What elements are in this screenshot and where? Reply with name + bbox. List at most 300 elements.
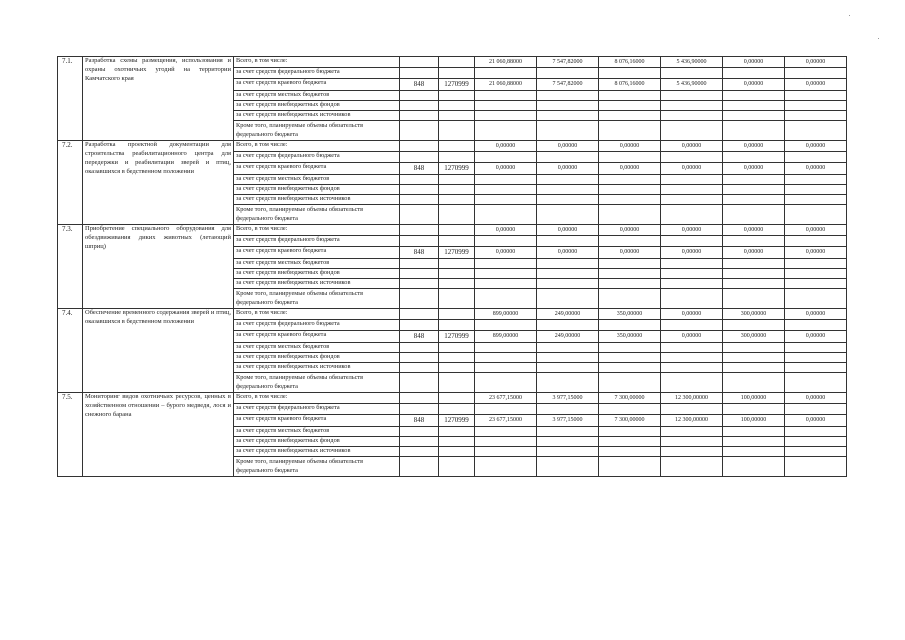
amount-cell: [599, 447, 661, 457]
amount-cell: 23 677,15000: [475, 415, 537, 427]
amount-cell: [599, 259, 661, 269]
budget-code-cell: [439, 289, 475, 309]
amount-cell: [537, 259, 599, 269]
amount-cell: 100,00000: [723, 415, 785, 427]
amount-cell: [537, 457, 599, 477]
amount-cell: [537, 195, 599, 205]
amount-cell: [537, 447, 599, 457]
amount-cell: [475, 320, 537, 331]
budget-code-cell: [439, 111, 475, 121]
table-row: [58, 393, 847, 404]
amount-cell: [723, 457, 785, 477]
amount-cell: 0,00000: [475, 247, 537, 259]
amount-cell: [599, 353, 661, 363]
amount-cell: 350,00000: [599, 309, 661, 320]
budget-code-cell: [439, 427, 475, 437]
budget-code-cell: [439, 373, 475, 393]
amount-cell: [661, 363, 723, 373]
amount-cell: [785, 437, 847, 447]
amount-cell: [785, 373, 847, 393]
amount-cell: [661, 111, 723, 121]
amount-cell: [537, 152, 599, 163]
budget-code-cell: [400, 437, 439, 447]
section-title: Разработка схемы размещения, использования и охраны охотничьих угодий на территории Камчатского края: [83, 57, 234, 141]
amount-cell: 0,00000: [661, 247, 723, 259]
budget-code-cell: [400, 373, 439, 393]
funding-source-label: за счет средств местных бюджетов: [234, 427, 400, 437]
amount-cell: [723, 353, 785, 363]
section-number: 7.3.: [58, 225, 83, 309]
budget-code-cell: [400, 269, 439, 279]
budget-code-cell: [400, 393, 439, 404]
budget-table: [57, 56, 847, 477]
budget-code-cell: [439, 363, 475, 373]
amount-cell: [537, 269, 599, 279]
amount-cell: [599, 68, 661, 79]
amount-cell: [537, 68, 599, 79]
amount-cell: 3 977,15000: [537, 415, 599, 427]
amount-cell: [723, 185, 785, 195]
amount-cell: 8 076,16000: [599, 57, 661, 68]
amount-cell: 899,00000: [475, 309, 537, 320]
funding-source-label: за счет средств федерального бюджета: [234, 320, 400, 331]
section-title: Мониторинг видов охотничьих ресурсов, ценных в хозяйственном отношении – бурого медведя, лося и снежного барана: [83, 393, 234, 477]
funding-source-label: за счет средств внебюджетных источников: [234, 111, 400, 121]
amount-cell: [723, 152, 785, 163]
amount-cell: [723, 373, 785, 393]
amount-cell: [785, 91, 847, 101]
amount-cell: [785, 205, 847, 225]
amount-cell: 5 436,90000: [661, 79, 723, 91]
funding-source-label: за счет средств внебюджетных источников: [234, 279, 400, 289]
amount-cell: [723, 205, 785, 225]
amount-cell: [475, 68, 537, 79]
amount-cell: [599, 121, 661, 141]
amount-cell: [599, 404, 661, 415]
amount-cell: [537, 289, 599, 309]
budget-code-cell: [400, 363, 439, 373]
budget-code-cell: [439, 259, 475, 269]
amount-cell: [475, 111, 537, 121]
amount-cell: [475, 373, 537, 393]
amount-cell: [599, 373, 661, 393]
budget-code-cell: [400, 205, 439, 225]
budget-code-cell: 1270999: [439, 163, 475, 175]
amount-cell: 0,00000: [475, 225, 537, 236]
amount-cell: 0,00000: [661, 163, 723, 175]
amount-cell: [537, 111, 599, 121]
amount-cell: [475, 279, 537, 289]
amount-cell: [475, 457, 537, 477]
amount-cell: 0,00000: [785, 57, 847, 68]
amount-cell: 0,00000: [599, 163, 661, 175]
amount-cell: [661, 353, 723, 363]
amount-cell: [785, 195, 847, 205]
budget-code-cell: [439, 353, 475, 363]
budget-code-cell: [400, 68, 439, 79]
section-title: Разработка проектной документации для строительства реабилитационного центра для передержки и реабилитации зверей и птиц, оказавшихся в бедственном положении: [83, 141, 234, 225]
amount-cell: [475, 437, 537, 447]
budget-code-cell: [439, 152, 475, 163]
section-number: 7.1.: [58, 57, 83, 141]
amount-cell: 0,00000: [785, 393, 847, 404]
budget-code-cell: [439, 121, 475, 141]
amount-cell: [599, 279, 661, 289]
amount-cell: [661, 185, 723, 195]
amount-cell: 21 060,88000: [475, 57, 537, 68]
funding-source-label: Кроме того, планируемые объемы обязательств федерального бюджета: [234, 205, 400, 225]
amount-cell: [475, 353, 537, 363]
amount-cell: 0,00000: [723, 57, 785, 68]
amount-cell: 7 300,00000: [599, 393, 661, 404]
funding-source-label: за счет средств внебюджетных источников: [234, 447, 400, 457]
amount-cell: [537, 185, 599, 195]
funding-source-label: Кроме того, планируемые объемы обязательств федерального бюджета: [234, 373, 400, 393]
amount-cell: [785, 320, 847, 331]
amount-cell: [723, 447, 785, 457]
budget-code-cell: [400, 279, 439, 289]
amount-cell: [661, 373, 723, 393]
funding-source-label: за счет средств федерального бюджета: [234, 152, 400, 163]
amount-cell: 0,00000: [475, 163, 537, 175]
amount-cell: [537, 175, 599, 185]
budget-code-cell: [439, 101, 475, 111]
amount-cell: [785, 175, 847, 185]
amount-cell: [475, 447, 537, 457]
amount-cell: 0,00000: [785, 415, 847, 427]
funding-source-label: за счет средств краевого бюджета: [234, 163, 400, 175]
amount-cell: [599, 205, 661, 225]
amount-cell: [475, 289, 537, 309]
amount-cell: [475, 269, 537, 279]
amount-cell: [599, 289, 661, 309]
amount-cell: 350,00000: [599, 331, 661, 343]
budget-code-cell: [400, 121, 439, 141]
amount-cell: 0,00000: [785, 141, 847, 152]
budget-code-cell: [439, 309, 475, 320]
amount-cell: 7 547,82000: [537, 79, 599, 91]
amount-cell: [475, 101, 537, 111]
budget-code-cell: 1270999: [439, 415, 475, 427]
amount-cell: [537, 236, 599, 247]
funding-source-label: Кроме того, планируемые объемы обязательств федерального бюджета: [234, 121, 400, 141]
amount-cell: [785, 121, 847, 141]
amount-cell: [475, 121, 537, 141]
budget-code-cell: [439, 185, 475, 195]
budget-code-cell: 848: [400, 415, 439, 427]
amount-cell: [599, 320, 661, 331]
amount-cell: [785, 111, 847, 121]
budget-code-cell: [400, 289, 439, 309]
funding-source-label: за счет средств внебюджетных фондов: [234, 353, 400, 363]
table-row: [58, 225, 847, 236]
amount-cell: [785, 152, 847, 163]
budget-code-cell: [400, 57, 439, 68]
table-row: [58, 309, 847, 320]
amount-cell: 0,00000: [723, 79, 785, 91]
funding-source-label: за счет средств внебюджетных источников: [234, 195, 400, 205]
amount-cell: [661, 152, 723, 163]
scan-speck: [878, 38, 879, 39]
budget-code-cell: [439, 236, 475, 247]
amount-cell: 0,00000: [723, 247, 785, 259]
amount-cell: [661, 68, 723, 79]
amount-cell: [723, 363, 785, 373]
amount-cell: [661, 121, 723, 141]
amount-cell: [723, 175, 785, 185]
funding-source-label: Всего, в том числе:: [234, 225, 400, 236]
amount-cell: [661, 289, 723, 309]
amount-cell: [537, 373, 599, 393]
amount-cell: [785, 447, 847, 457]
funding-source-label: за счет средств внебюджетных источников: [234, 363, 400, 373]
amount-cell: 0,00000: [661, 225, 723, 236]
amount-cell: [475, 427, 537, 437]
table-row: [58, 141, 847, 152]
amount-cell: [599, 101, 661, 111]
amount-cell: [661, 447, 723, 457]
amount-cell: 899,00000: [475, 331, 537, 343]
amount-cell: 3 977,15000: [537, 393, 599, 404]
budget-code-cell: [400, 101, 439, 111]
amount-cell: 0,00000: [785, 331, 847, 343]
amount-cell: [723, 236, 785, 247]
amount-cell: 0,00000: [599, 247, 661, 259]
amount-cell: 0,00000: [785, 79, 847, 91]
amount-cell: [661, 259, 723, 269]
amount-cell: [475, 195, 537, 205]
amount-cell: [475, 236, 537, 247]
section-number: 7.4.: [58, 309, 83, 393]
amount-cell: 0,00000: [723, 225, 785, 236]
amount-cell: [599, 236, 661, 247]
amount-cell: [475, 91, 537, 101]
amount-cell: [661, 457, 723, 477]
amount-cell: [599, 427, 661, 437]
budget-code-cell: [400, 185, 439, 195]
amount-cell: [723, 437, 785, 447]
amount-cell: [475, 185, 537, 195]
amount-cell: [537, 205, 599, 225]
amount-cell: [723, 404, 785, 415]
budget-code-cell: [400, 111, 439, 121]
budget-code-cell: [400, 309, 439, 320]
amount-cell: 8 076,16000: [599, 79, 661, 91]
amount-cell: [661, 427, 723, 437]
budget-code-cell: [400, 404, 439, 415]
scan-speck: [849, 15, 850, 16]
amount-cell: [661, 437, 723, 447]
amount-cell: 300,00000: [723, 331, 785, 343]
amount-cell: [537, 279, 599, 289]
amount-cell: [475, 205, 537, 225]
budget-code-cell: [439, 269, 475, 279]
amount-cell: [785, 279, 847, 289]
amount-cell: 300,00000: [723, 309, 785, 320]
amount-cell: 0,00000: [723, 141, 785, 152]
amount-cell: [785, 289, 847, 309]
amount-cell: [537, 437, 599, 447]
budget-code-cell: [400, 320, 439, 331]
budget-code-cell: [439, 457, 475, 477]
amount-cell: [537, 91, 599, 101]
funding-source-label: Всего, в том числе:: [234, 393, 400, 404]
budget-code-cell: [439, 195, 475, 205]
funding-source-label: Всего, в том числе:: [234, 141, 400, 152]
amount-cell: [661, 320, 723, 331]
budget-code-cell: [400, 236, 439, 247]
amount-cell: 0,00000: [785, 163, 847, 175]
budget-code-cell: [400, 353, 439, 363]
amount-cell: 5 436,90000: [661, 57, 723, 68]
amount-cell: [723, 343, 785, 353]
amount-cell: 0,00000: [537, 247, 599, 259]
amount-cell: [599, 457, 661, 477]
amount-cell: [537, 353, 599, 363]
amount-cell: [599, 175, 661, 185]
amount-cell: [599, 269, 661, 279]
funding-source-label: за счет средств краевого бюджета: [234, 247, 400, 259]
amount-cell: 0,00000: [785, 309, 847, 320]
budget-code-cell: [400, 427, 439, 437]
amount-cell: [785, 101, 847, 111]
amount-cell: [723, 195, 785, 205]
amount-cell: 249,00000: [537, 309, 599, 320]
amount-cell: [475, 259, 537, 269]
budget-code-cell: [439, 57, 475, 68]
amount-cell: 0,00000: [599, 225, 661, 236]
budget-code-cell: 1270999: [439, 247, 475, 259]
amount-cell: [723, 101, 785, 111]
amount-cell: [785, 236, 847, 247]
funding-source-label: за счет средств местных бюджетов: [234, 91, 400, 101]
amount-cell: 12 300,00000: [661, 393, 723, 404]
amount-cell: [661, 279, 723, 289]
amount-cell: [537, 343, 599, 353]
amount-cell: [599, 437, 661, 447]
funding-source-label: за счет средств внебюджетных фондов: [234, 185, 400, 195]
amount-cell: 0,00000: [537, 225, 599, 236]
amount-cell: [723, 68, 785, 79]
amount-cell: 7 300,00000: [599, 415, 661, 427]
amount-cell: 0,00000: [723, 163, 785, 175]
budget-code-cell: [439, 225, 475, 236]
amount-cell: [785, 185, 847, 195]
amount-cell: 100,00000: [723, 393, 785, 404]
funding-source-label: за счет средств краевого бюджета: [234, 331, 400, 343]
amount-cell: [537, 121, 599, 141]
funding-source-label: за счет средств местных бюджетов: [234, 175, 400, 185]
budget-code-cell: [400, 152, 439, 163]
budget-code-cell: [400, 225, 439, 236]
amount-cell: [785, 404, 847, 415]
budget-code-cell: [439, 205, 475, 225]
amount-cell: [785, 427, 847, 437]
funding-source-label: за счет средств федерального бюджета: [234, 236, 400, 247]
amount-cell: [723, 91, 785, 101]
budget-code-cell: 1270999: [439, 79, 475, 91]
amount-cell: [723, 259, 785, 269]
amount-cell: 0,00000: [785, 225, 847, 236]
amount-cell: [723, 427, 785, 437]
amount-cell: [537, 404, 599, 415]
funding-source-label: за счет средств местных бюджетов: [234, 343, 400, 353]
budget-code-cell: 848: [400, 79, 439, 91]
amount-cell: [785, 269, 847, 279]
amount-cell: [599, 185, 661, 195]
budget-code-cell: 848: [400, 163, 439, 175]
amount-cell: 249,00000: [537, 331, 599, 343]
budget-code-cell: [439, 141, 475, 152]
amount-cell: 0,00000: [661, 141, 723, 152]
funding-source-label: за счет средств внебюджетных фондов: [234, 101, 400, 111]
amount-cell: [785, 353, 847, 363]
budget-code-cell: [400, 457, 439, 477]
amount-cell: [785, 68, 847, 79]
budget-code-cell: 1270999: [439, 331, 475, 343]
section-title: Приобретение специального оборудования для обездвиживания диких животных (летающий шприц): [83, 225, 234, 309]
funding-source-label: за счет средств федерального бюджета: [234, 68, 400, 79]
amount-cell: [475, 363, 537, 373]
amount-cell: [475, 175, 537, 185]
amount-cell: [661, 195, 723, 205]
amount-cell: 0,00000: [537, 163, 599, 175]
budget-code-cell: [439, 279, 475, 289]
amount-cell: [723, 111, 785, 121]
budget-code-cell: [439, 320, 475, 331]
amount-cell: [661, 101, 723, 111]
table-row: [58, 57, 847, 68]
funding-source-label: за счет средств внебюджетных фондов: [234, 269, 400, 279]
budget-code-cell: [439, 68, 475, 79]
amount-cell: 0,00000: [661, 331, 723, 343]
budget-code-cell: [439, 343, 475, 353]
funding-source-label: Кроме того, планируемые объемы обязательств федерального бюджета: [234, 457, 400, 477]
amount-cell: 21 060,88000: [475, 79, 537, 91]
amount-cell: [723, 320, 785, 331]
amount-cell: [537, 363, 599, 373]
budget-code-cell: 848: [400, 331, 439, 343]
amount-cell: 0,00000: [599, 141, 661, 152]
amount-cell: [723, 289, 785, 309]
budget-code-cell: [439, 447, 475, 457]
section-number: 7.2.: [58, 141, 83, 225]
amount-cell: 7 547,82000: [537, 57, 599, 68]
budget-code-cell: [400, 91, 439, 101]
amount-cell: [599, 152, 661, 163]
amount-cell: [599, 91, 661, 101]
budget-code-cell: [439, 175, 475, 185]
budget-table-sheet: [57, 56, 847, 477]
amount-cell: [785, 343, 847, 353]
budget-code-cell: [400, 447, 439, 457]
budget-code-cell: 848: [400, 247, 439, 259]
budget-code-cell: [400, 141, 439, 152]
budget-code-cell: [400, 195, 439, 205]
amount-cell: [661, 269, 723, 279]
amount-cell: [785, 363, 847, 373]
amount-cell: [661, 236, 723, 247]
amount-cell: [661, 404, 723, 415]
amount-cell: 0,00000: [785, 247, 847, 259]
amount-cell: [661, 205, 723, 225]
amount-cell: [599, 111, 661, 121]
funding-source-label: Кроме того, планируемые объемы обязательств федерального бюджета: [234, 289, 400, 309]
amount-cell: [599, 195, 661, 205]
budget-code-cell: [400, 175, 439, 185]
budget-code-cell: [400, 259, 439, 269]
funding-source-label: за счет средств краевого бюджета: [234, 415, 400, 427]
